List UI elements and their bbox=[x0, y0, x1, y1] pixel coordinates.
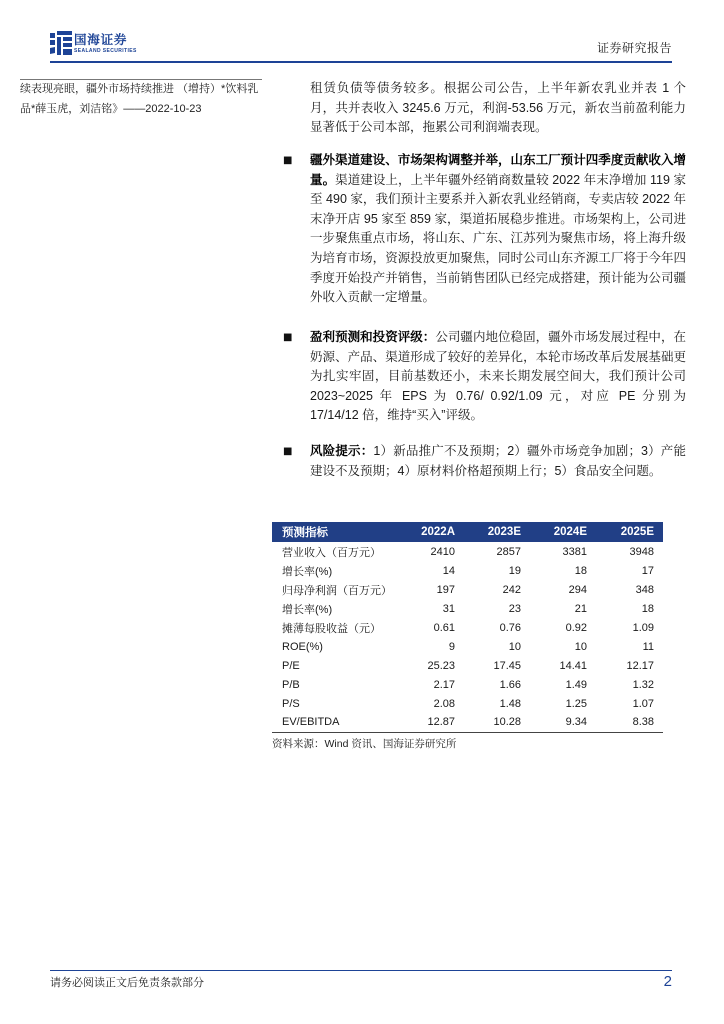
table-cell: 12.87 bbox=[427, 716, 455, 729]
table-cell: 1.49 bbox=[565, 678, 587, 691]
column-header: 2025E bbox=[620, 526, 654, 538]
table-row bbox=[272, 618, 663, 637]
table-cell: 0.61 bbox=[433, 621, 455, 634]
forecast-table bbox=[272, 522, 663, 733]
table-row bbox=[272, 637, 663, 656]
row-label: ROE(%) bbox=[282, 640, 323, 653]
bullet-paragraph-risk bbox=[283, 442, 686, 481]
table-cell: 2857 bbox=[496, 545, 521, 558]
report-type-label: 证券研究报告 bbox=[596, 41, 672, 55]
sealand-logo-icon bbox=[50, 31, 72, 55]
bullet-square: ■ bbox=[283, 446, 293, 457]
table-cell: 9 bbox=[448, 640, 455, 653]
table-cell: 0.92 bbox=[565, 621, 587, 634]
column-header: 2022A bbox=[421, 526, 455, 538]
table-cell: 9.34 bbox=[565, 716, 587, 729]
row-label: 营业收入（百万元） bbox=[282, 546, 381, 559]
paragraph-text bbox=[310, 328, 686, 426]
row-label: P/S bbox=[282, 697, 300, 710]
table-cell: 10 bbox=[508, 640, 521, 653]
table-header-row bbox=[272, 522, 663, 542]
table-cell: 2410 bbox=[430, 545, 455, 558]
table-cell: 8.38 bbox=[632, 716, 654, 729]
table-cell: 21 bbox=[574, 602, 587, 615]
row-label: 归母净利润（百万元） bbox=[282, 584, 392, 597]
footer-divider bbox=[50, 970, 672, 971]
table-row bbox=[272, 542, 663, 561]
sealand-securities-logo bbox=[50, 31, 150, 57]
table-cell: 1.07 bbox=[632, 697, 654, 710]
table-cell: 11 bbox=[642, 640, 654, 653]
paragraph-body: 渠道建设上，上半年疆外经销商数量较 2022 年末净增加 119 家至 490 家，我们预计主要系并入新农乳业经销商，专卖店较 2022 年末净开店 95 家至 859 家，渠道拓展稳步推进。市场架构上，公司进一步聚焦重点市场，将山东、广东、江苏列为聚焦市场，将上海升级为培育市场，资源投放更加聚焦，同时公司山东齐源工厂将于今年四季度开始投产并销售，当前销售团队已经完成搭建，预计能为公司疆外收入贡献一定增量。 bbox=[310, 172, 686, 305]
table-cell: 17 bbox=[641, 564, 654, 577]
row-label: 增长率(%) bbox=[282, 603, 333, 616]
row-label: P/E bbox=[282, 659, 300, 672]
table-row bbox=[272, 561, 663, 580]
table-cell: 1.09 bbox=[632, 621, 654, 634]
table-row bbox=[272, 599, 663, 618]
paragraph-body: 公司疆内地位稳固，疆外市场发展过程中，在奶源、产品、渠道形成了较好的差异化，本轮市场改革后发展基础更为扎实牢固，目前基数还小，未来长期发展空间大，我们预计公司 2023~2025 年 EPS 为 0.76/ 0.92/1.09 元，对应 PE 分别为 17/14/12 倍，维持“买入”评级。 bbox=[310, 330, 686, 423]
table-row bbox=[272, 713, 663, 732]
related-report-text: 续表现亮眼，疆外市场持续推进 （增持）*饮料乳品*薛玉虎，刘洁铭》——2022-10-23 bbox=[20, 83, 259, 115]
table-cell: 197 bbox=[436, 583, 455, 596]
paragraph-text bbox=[310, 79, 686, 138]
table-cell: 348 bbox=[635, 583, 654, 596]
column-header: 2024E bbox=[553, 526, 587, 538]
table-cell: 12.17 bbox=[626, 659, 654, 672]
table-cell: 31 bbox=[442, 602, 455, 615]
paragraph-body: 租赁负债等债务较多。根据公司公告，上半年新农乳业并表 1 个月，共并表收入 3245.6 万元，利润-53.56 万元，新农当前盈利能力显著低于公司本部，拖累公司利润端表现。 bbox=[310, 81, 686, 135]
paragraph-text bbox=[310, 151, 686, 308]
table-cell: 2.17 bbox=[433, 678, 455, 691]
continuation-paragraph bbox=[283, 79, 686, 138]
footer-disclaimer: 请务必阅读正文后免责条款部分 bbox=[50, 977, 204, 989]
table-cell: 25.23 bbox=[427, 659, 455, 672]
table-cell: 19 bbox=[508, 564, 521, 577]
bullet-square: ■ bbox=[283, 332, 293, 343]
paragraph-lead: 风险提示： bbox=[310, 444, 374, 458]
row-label: 增长率(%) bbox=[282, 565, 333, 578]
table-cell: 18 bbox=[641, 602, 654, 615]
table-row bbox=[272, 656, 663, 675]
table-cell: 10 bbox=[574, 640, 587, 653]
table-cell: 0.76 bbox=[499, 621, 521, 634]
table-cell: 14 bbox=[442, 564, 455, 577]
table-cell: 3381 bbox=[562, 545, 587, 558]
table-cell: 2.08 bbox=[433, 697, 455, 710]
row-label: EV/EBITDA bbox=[282, 716, 340, 729]
column-header: 2023E bbox=[487, 526, 521, 538]
table-cell: 10.28 bbox=[493, 716, 521, 729]
table-row bbox=[272, 694, 663, 713]
paragraph-body: 1）新品推广不及预期；2）疆外市场竞争加剧；3）产能建设不及预期；4）原材料价格超预期上行；5）食品安全问题。 bbox=[310, 444, 686, 478]
table-cell: 18 bbox=[574, 564, 587, 577]
row-label: P/B bbox=[282, 678, 300, 691]
table-cell: 242 bbox=[502, 583, 521, 596]
header-divider bbox=[50, 61, 672, 63]
column-header: 预测指标 bbox=[282, 527, 328, 539]
bullet-square: ■ bbox=[283, 155, 293, 166]
table-cell: 14.41 bbox=[559, 659, 587, 672]
table-cell: 17.45 bbox=[493, 659, 521, 672]
bullet-paragraph-forecast bbox=[283, 328, 686, 426]
table-cell: 1.32 bbox=[632, 678, 654, 691]
table-row bbox=[272, 580, 663, 599]
paragraph-lead: 疆外渠道建设、市场架构调整并举，山东工厂预计四季度贡献收入增量。 bbox=[310, 153, 686, 187]
table-source-note: 资料来源：Wind 资讯、国海证券研究所 bbox=[272, 738, 457, 750]
row-label: 摊薄每股收益（元） bbox=[282, 622, 381, 635]
table-cell: 1.48 bbox=[499, 697, 521, 710]
paragraph-lead: 盈利预测和投资评级： bbox=[310, 330, 436, 344]
page-number: 2 bbox=[663, 973, 672, 990]
paragraph-text bbox=[310, 442, 686, 481]
table-cell: 3948 bbox=[629, 545, 654, 558]
table-cell: 1.66 bbox=[499, 678, 521, 691]
table-cell: 23 bbox=[508, 602, 521, 615]
table-cell: 1.25 bbox=[565, 697, 587, 710]
bullet-paragraph-channel bbox=[283, 151, 686, 308]
table-row bbox=[272, 675, 663, 694]
logo-name-en: SEALAND SECURITIES bbox=[74, 48, 137, 54]
table-cell: 294 bbox=[568, 583, 587, 596]
logo-name-cn: 国海证券 bbox=[74, 32, 128, 47]
